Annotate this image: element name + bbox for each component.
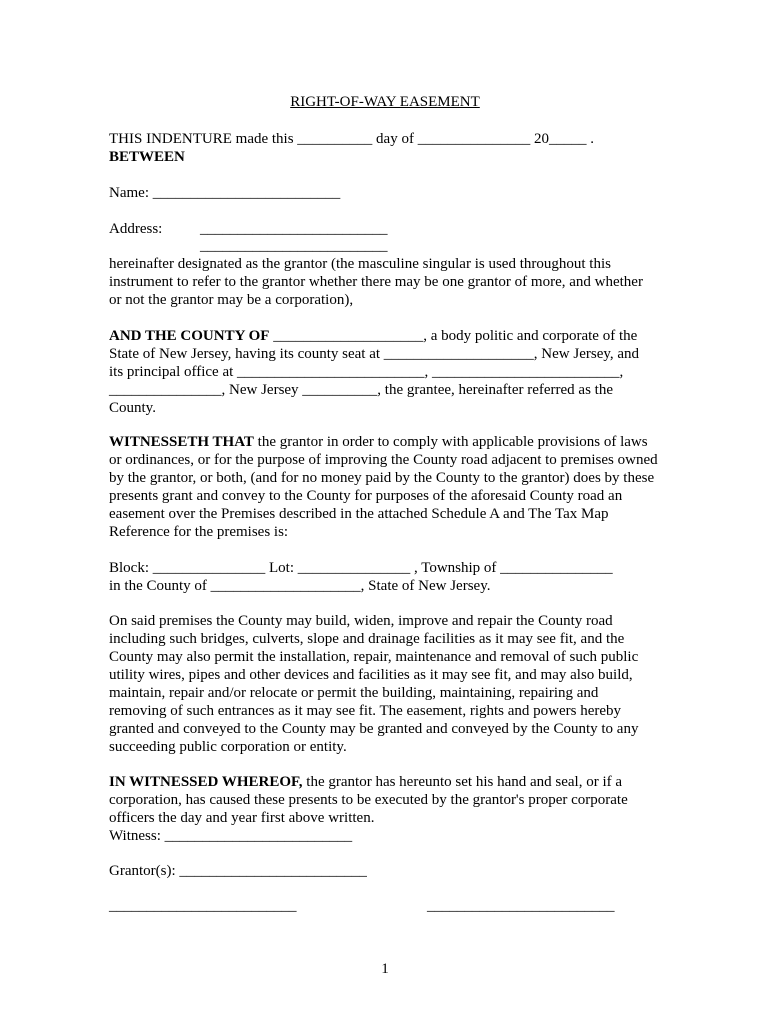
paragraph-line: removing of such entrances as it may see fit. The easement, rights and powers hereby (109, 703, 622, 719)
county-bold-lead: AND THE COUNTY OF (109, 328, 270, 344)
address-line-2: _________________________ (200, 238, 388, 254)
paragraph-line: hereinafter designated as the grantor (the masculine singular is used throughout this (109, 256, 611, 272)
witnesseth-paragraph (109, 433, 669, 541)
paragraph-line: easement over the Premises described in the attached Schedule A and The Tax Map (109, 506, 609, 522)
paragraph-line: by the grantor, or both, (and for no money paid by the County to the grantor) does by these (109, 470, 655, 486)
between-label: BETWEEN (109, 149, 185, 165)
paragraph-line (109, 773, 669, 791)
block-lot-line: Block: _______________ Lot: _______________ , Township of _______________ (109, 560, 613, 576)
paragraph-line: instrument to refer to the grantor whether there may be one grantor of more, and whether (109, 274, 643, 290)
paragraph-line: _______________, New Jersey __________, the grantee, hereinafter referred as the (109, 382, 613, 398)
paragraph-line: presents grant and convey to the County for purposes of the aforesaid County road an (109, 488, 623, 504)
witnesseth-bold-lead: WITNESSETH THAT (109, 434, 254, 450)
witnessed-paragraph (109, 773, 669, 845)
witnessed-line1-rest: the grantor has hereunto set his hand and seal, or if a (302, 774, 623, 790)
page-number: 1 (381, 961, 389, 977)
paragraph-line: succeeding public corporation or entity. (109, 739, 347, 755)
witnesseth-line1-rest: the grantor in order to comply with applicable provisions of laws (253, 434, 648, 450)
indenture-line: THIS INDENTURE made this __________ day of _______________ 20_____ . (109, 131, 594, 147)
paragraph-line: or ordinances, or for the purpose of improving the County road adjacent to premises owned (109, 452, 658, 468)
address-line-1: _________________________ (200, 221, 388, 237)
county-paragraph (109, 327, 669, 417)
block-lot-section (109, 559, 669, 595)
paragraph-line: State of New Jersey, having its county seat at ____________________, New Jersey, and (109, 346, 640, 362)
premises-paragraph (109, 612, 669, 756)
paragraph-line: On said premises the County may build, widen, improve and repair the County road (109, 613, 613, 629)
paragraph-line: officers the day and year first above written. (109, 810, 375, 826)
county-line1-rest: ____________________, a body politic and corporate of the (269, 328, 638, 344)
paragraph-line: County. (109, 400, 156, 416)
paragraph-line: utility wires, pipes and other devices and facilities as it may see fit, and may also build, (109, 667, 633, 683)
name-line: Name: _________________________ (109, 185, 341, 201)
indenture-section (109, 130, 669, 166)
paragraph-line: Reference for the premises is: (109, 524, 289, 540)
county-state-line: in the County of ____________________, State of New Jersey. (109, 578, 491, 594)
signature-line-left: _________________________ (109, 898, 297, 914)
paragraph-line: granted and conveyed to the County may be granted and conveyed by the County to any (109, 721, 639, 737)
address-label: Address: (109, 221, 163, 237)
witnessed-bold-lead: IN WITNESSED WHEREOF, (109, 774, 303, 790)
paragraph-line (109, 433, 669, 451)
grantor-signature-line: Grantor(s): _________________________ (109, 863, 367, 879)
paragraph-line (109, 327, 669, 345)
witness-line: Witness: _________________________ (109, 828, 353, 844)
document-title: RIGHT-OF-WAY EASEMENT (290, 94, 480, 110)
paragraph-line: County may also permit the installation, repair, maintenance and removal of such public (109, 649, 639, 665)
signature-line-right: _________________________ (427, 898, 615, 914)
paragraph-line: its principal office at _________________________, _________________________, (109, 364, 624, 380)
grantor-paragraph (109, 255, 669, 309)
paragraph-line: corporation, has caused these presents to be executed by the grantor's proper corporate (109, 792, 628, 808)
paragraph-line: or not the grantor may be a corporation), (109, 292, 354, 308)
paragraph-line: maintain, repair and/or relocate or permit the building, maintaining, repairing and (109, 685, 599, 701)
paragraph-line: including such bridges, culverts, slope and drainage facilities as it may see fit, and the (109, 631, 625, 647)
